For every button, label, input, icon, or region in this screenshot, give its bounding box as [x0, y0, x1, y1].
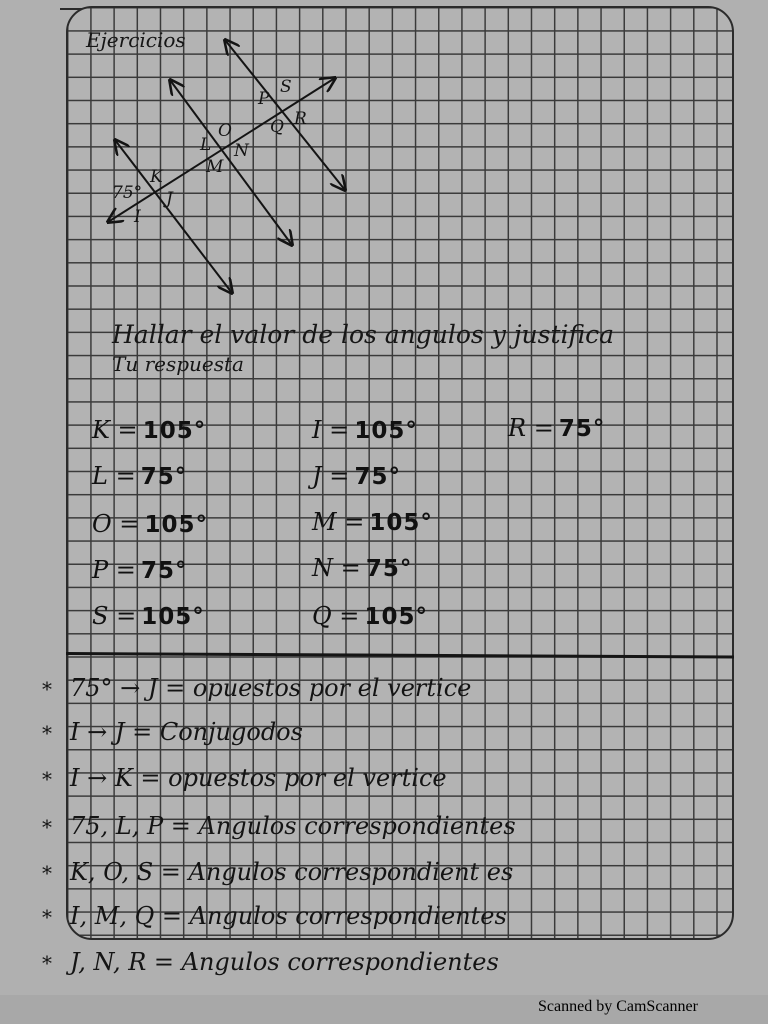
bullet-asterisk: *	[42, 815, 52, 839]
answer-r	[508, 416, 605, 441]
answer-o	[92, 512, 208, 537]
answer-n	[312, 556, 412, 581]
answer-value: 105°	[141, 604, 205, 630]
answer-label: Q =	[312, 602, 360, 630]
bullet-asterisk: *	[42, 951, 52, 975]
answer-value: 105°	[144, 512, 209, 538]
exercise-title: Ejercicios	[86, 28, 186, 52]
answer-value: 105°	[142, 418, 207, 444]
answer-value: 75°	[140, 558, 188, 584]
answer-value: 75°	[558, 416, 606, 442]
answer-value: 75°	[140, 464, 188, 490]
answer-label: J =	[312, 462, 350, 490]
answer-label: R =	[508, 414, 554, 442]
diagram-label-m: M	[206, 157, 224, 177]
instruction-line-1: Hallar el valor de los angulos y justifica	[112, 320, 615, 349]
answer-value: 105°	[364, 604, 429, 630]
answer-label: O =	[92, 510, 140, 538]
answer-label: N =	[312, 554, 361, 582]
scanner-watermark: Scanned by CamScanner	[538, 998, 698, 1015]
justification-item	[42, 950, 499, 974]
justification-item	[42, 860, 513, 884]
answer-k	[92, 418, 206, 443]
instruction-line-2: Tu respuesta	[112, 352, 244, 376]
justification-item	[42, 814, 516, 838]
answer-value: 105°	[369, 510, 433, 536]
diagram-label-n: N	[234, 141, 249, 161]
answer-q	[312, 604, 428, 629]
justification-text: K, O, S = Angulos correspondient es	[70, 858, 514, 886]
justification-item	[42, 676, 471, 700]
bullet-asterisk: *	[42, 677, 52, 701]
diagram-label-o: O	[218, 121, 232, 141]
answer-value: 105°	[354, 418, 418, 444]
parallel-lines-diagram	[0, 0, 768, 320]
diagram-label-j: J	[166, 189, 173, 209]
parallel-line-right	[225, 40, 345, 190]
answer-s	[92, 604, 205, 629]
justification-text: I, M, Q = Angulos correspondientes	[70, 902, 507, 930]
answer-label: P =	[92, 556, 136, 584]
answer-p	[92, 558, 188, 583]
justification-item	[42, 766, 447, 790]
justification-text: 75° → J = opuestos por el vertice	[70, 674, 472, 702]
answer-l	[92, 464, 187, 489]
parallel-line-middle	[170, 80, 292, 245]
bullet-asterisk: *	[42, 905, 52, 929]
diagram-label-p: P	[258, 89, 270, 109]
answer-label: K =	[92, 416, 138, 444]
diagram-label-75: 75°	[112, 183, 143, 203]
answer-label: S =	[92, 602, 137, 630]
bullet-asterisk: *	[42, 721, 52, 745]
diagram-label-s: S	[280, 77, 292, 97]
diagram-label-r: R	[294, 109, 307, 129]
diagram-label-k: K	[150, 167, 163, 187]
justification-text: J, N, R = Angulos correspondientes	[70, 948, 499, 976]
justification-text: I → J = Conjugodos	[70, 718, 303, 746]
answer-j	[312, 464, 401, 489]
justification-text: 75, L, P = Angulos correspondientes	[70, 812, 516, 840]
answer-i	[312, 418, 418, 443]
answer-m	[312, 510, 433, 535]
justification-item	[42, 904, 507, 928]
diagram-label-l: L	[200, 135, 212, 155]
answer-value: 75°	[365, 556, 413, 582]
diagram-label-i: I	[134, 207, 141, 227]
justification-text: I → K = opuestos por el vertice	[70, 764, 447, 792]
answer-label: I =	[312, 416, 350, 444]
answer-label: M =	[312, 508, 365, 536]
justification-item	[42, 720, 303, 744]
bullet-asterisk: *	[42, 861, 52, 885]
answer-label: L =	[92, 462, 136, 490]
answer-value: 75°	[354, 464, 401, 490]
bullet-asterisk: *	[42, 767, 52, 791]
diagram-label-q: Q	[270, 117, 284, 137]
